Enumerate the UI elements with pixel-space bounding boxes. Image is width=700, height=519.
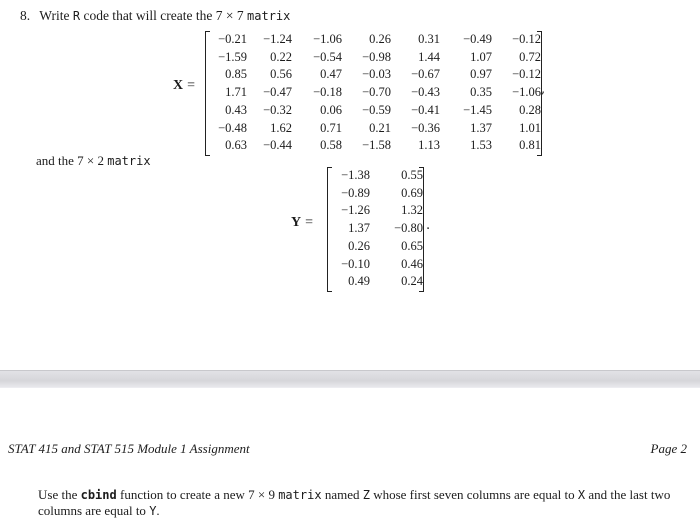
matrix-cell: −0.21 [218, 32, 247, 46]
matrix-cell: 0.46 [401, 256, 423, 271]
matrix-row [328, 220, 424, 238]
matrix-cell: 1.71 [225, 85, 247, 100]
matrix-cell: −0.47 [263, 85, 292, 100]
matrix-cell: −1.38 [341, 168, 370, 182]
matrix-cell: 0.55 [401, 168, 423, 182]
matrix-cell: −0.59 [362, 102, 391, 117]
matrix-row [206, 66, 542, 84]
matrix-x-trailing-comma: , [541, 82, 546, 97]
matrix-row [328, 202, 424, 220]
matrix-cell: 0.81 [519, 138, 541, 153]
matrix-y-label [291, 215, 313, 231]
matrix-row [206, 84, 542, 102]
matrix-cell: 0.21 [369, 120, 391, 135]
matrix-cell: 0.65 [401, 238, 423, 253]
matrix-y-equals: = [305, 215, 314, 230]
instruction-part-2: function to create a new 7 × 9 [119, 487, 275, 502]
matrix-cell: 0.56 [270, 67, 292, 82]
matrix-cell: −1.06 [313, 32, 342, 46]
matrix-cell: 0.26 [348, 238, 370, 253]
footer-course-title: STAT 415 and STAT 515 Module 1 Assignment [8, 441, 250, 456]
matrix-cell: −1.58 [362, 138, 391, 153]
matrix-cell: −1.59 [218, 49, 247, 64]
footer-page-number: Page 2 [650, 441, 687, 456]
matrix-row [206, 31, 542, 49]
matrix-cell: −0.32 [263, 102, 292, 117]
matrix-keyword: matrix [247, 9, 291, 23]
matrix-row [206, 102, 542, 120]
matrix-cell: 0.47 [320, 67, 342, 82]
connector-phrase: and the 7 × 2 [36, 153, 104, 168]
matrix-cell: 0.72 [519, 49, 541, 64]
matrix-cell: −0.12 [512, 32, 541, 46]
instruction-part-5: and the last two columns are equal to [38, 487, 671, 518]
connector-matrix-keyword: matrix [107, 154, 151, 168]
matrix-y-trailing-period: . [426, 218, 431, 233]
matrix-cell: 1.13 [418, 138, 440, 153]
matrix-cell: −0.18 [313, 85, 342, 100]
instruction-part-1: Use the [38, 487, 78, 502]
matrix-cell: −0.54 [313, 49, 342, 64]
instruction-part-3: named [324, 487, 360, 502]
matrix-cell: −0.70 [362, 85, 391, 100]
matrix-cell: 0.85 [225, 67, 247, 82]
matrix-cell: −0.89 [341, 185, 370, 200]
matrix-y-symbol: Y [291, 215, 302, 230]
matrix-cell: −1.45 [463, 102, 492, 117]
instruction-y: Y [149, 504, 157, 518]
matrix-cell: −0.67 [411, 67, 440, 82]
instruction-z: Z [362, 488, 370, 502]
matrix-cell: −0.98 [362, 49, 391, 64]
matrix-cell: −0.03 [362, 67, 391, 82]
matrix-cell: 1.53 [470, 138, 492, 153]
matrix-cell: −0.12 [512, 67, 541, 82]
matrix-cell: 0.22 [270, 49, 292, 64]
instruction-part-4: whose first seven columns are equal to [373, 487, 575, 502]
matrix-cell: −1.06 [512, 85, 541, 100]
page-break-divider [0, 370, 700, 388]
matrix-cell: 0.35 [470, 85, 492, 100]
instruction-text [38, 487, 688, 519]
cbind-keyword: cbind [80, 488, 117, 502]
matrix-row [206, 120, 542, 138]
matrix-x-equals: = [187, 78, 196, 93]
problem-mid-text: code that will create the 7 × 7 [83, 8, 244, 23]
matrix-row [328, 256, 424, 274]
matrix-cell: 1.37 [470, 120, 492, 135]
matrix-cell: −0.41 [411, 102, 440, 117]
matrix-cell: −1.26 [341, 203, 370, 218]
language-name: R [72, 9, 81, 23]
matrix-cell: −0.36 [411, 120, 440, 135]
matrix-cell: 0.43 [225, 102, 247, 117]
problem-number: 8. [20, 8, 31, 23]
matrix-cell: 0.71 [320, 120, 342, 135]
matrix-y [327, 167, 424, 291]
matrix-cell: 1.62 [270, 120, 292, 135]
instruction-matrix-keyword: matrix [278, 488, 322, 502]
problem-intro: Write [39, 8, 70, 23]
matrix-cell: −0.44 [263, 138, 292, 153]
matrix-row [328, 273, 424, 291]
matrix-cell: 1.07 [470, 49, 492, 64]
matrix-cell: 1.44 [418, 49, 440, 64]
matrix-y-table [327, 167, 424, 291]
matrix-cell: 0.58 [320, 138, 342, 153]
matrix-cell: 0.97 [470, 67, 492, 82]
matrix-x-symbol: X [173, 78, 184, 93]
connector-text [36, 153, 151, 169]
matrix-cell: 1.01 [519, 120, 541, 135]
matrix-cell: 1.37 [348, 221, 370, 236]
matrix-row [328, 238, 424, 256]
matrix-cell: 0.06 [320, 102, 342, 117]
instruction-x: X [577, 488, 586, 502]
matrix-cell: −0.43 [411, 85, 440, 100]
matrix-cell: 0.31 [418, 32, 440, 46]
instruction-period: . [156, 503, 160, 518]
matrix-cell: 0.49 [348, 274, 370, 289]
problem-statement [20, 8, 290, 24]
matrix-cell: 0.28 [519, 102, 541, 117]
matrix-cell: −0.49 [463, 32, 492, 46]
matrix-cell: 0.26 [369, 32, 391, 46]
matrix-cell: −0.10 [341, 256, 370, 271]
matrix-cell: 1.32 [401, 203, 423, 218]
matrix-cell: 0.63 [225, 138, 247, 153]
matrix-x [205, 31, 542, 155]
matrix-cell: −1.24 [263, 32, 292, 46]
matrix-cell: 0.69 [401, 185, 423, 200]
matrix-x-table [205, 31, 542, 155]
matrix-cell: −0.80 [394, 221, 423, 236]
matrix-cell: −0.48 [218, 120, 247, 135]
matrix-row [206, 137, 542, 155]
matrix-row [328, 185, 424, 203]
matrix-row [328, 167, 424, 185]
matrix-row [206, 49, 542, 67]
matrix-x-label [173, 78, 195, 94]
matrix-cell: 0.24 [401, 274, 423, 289]
